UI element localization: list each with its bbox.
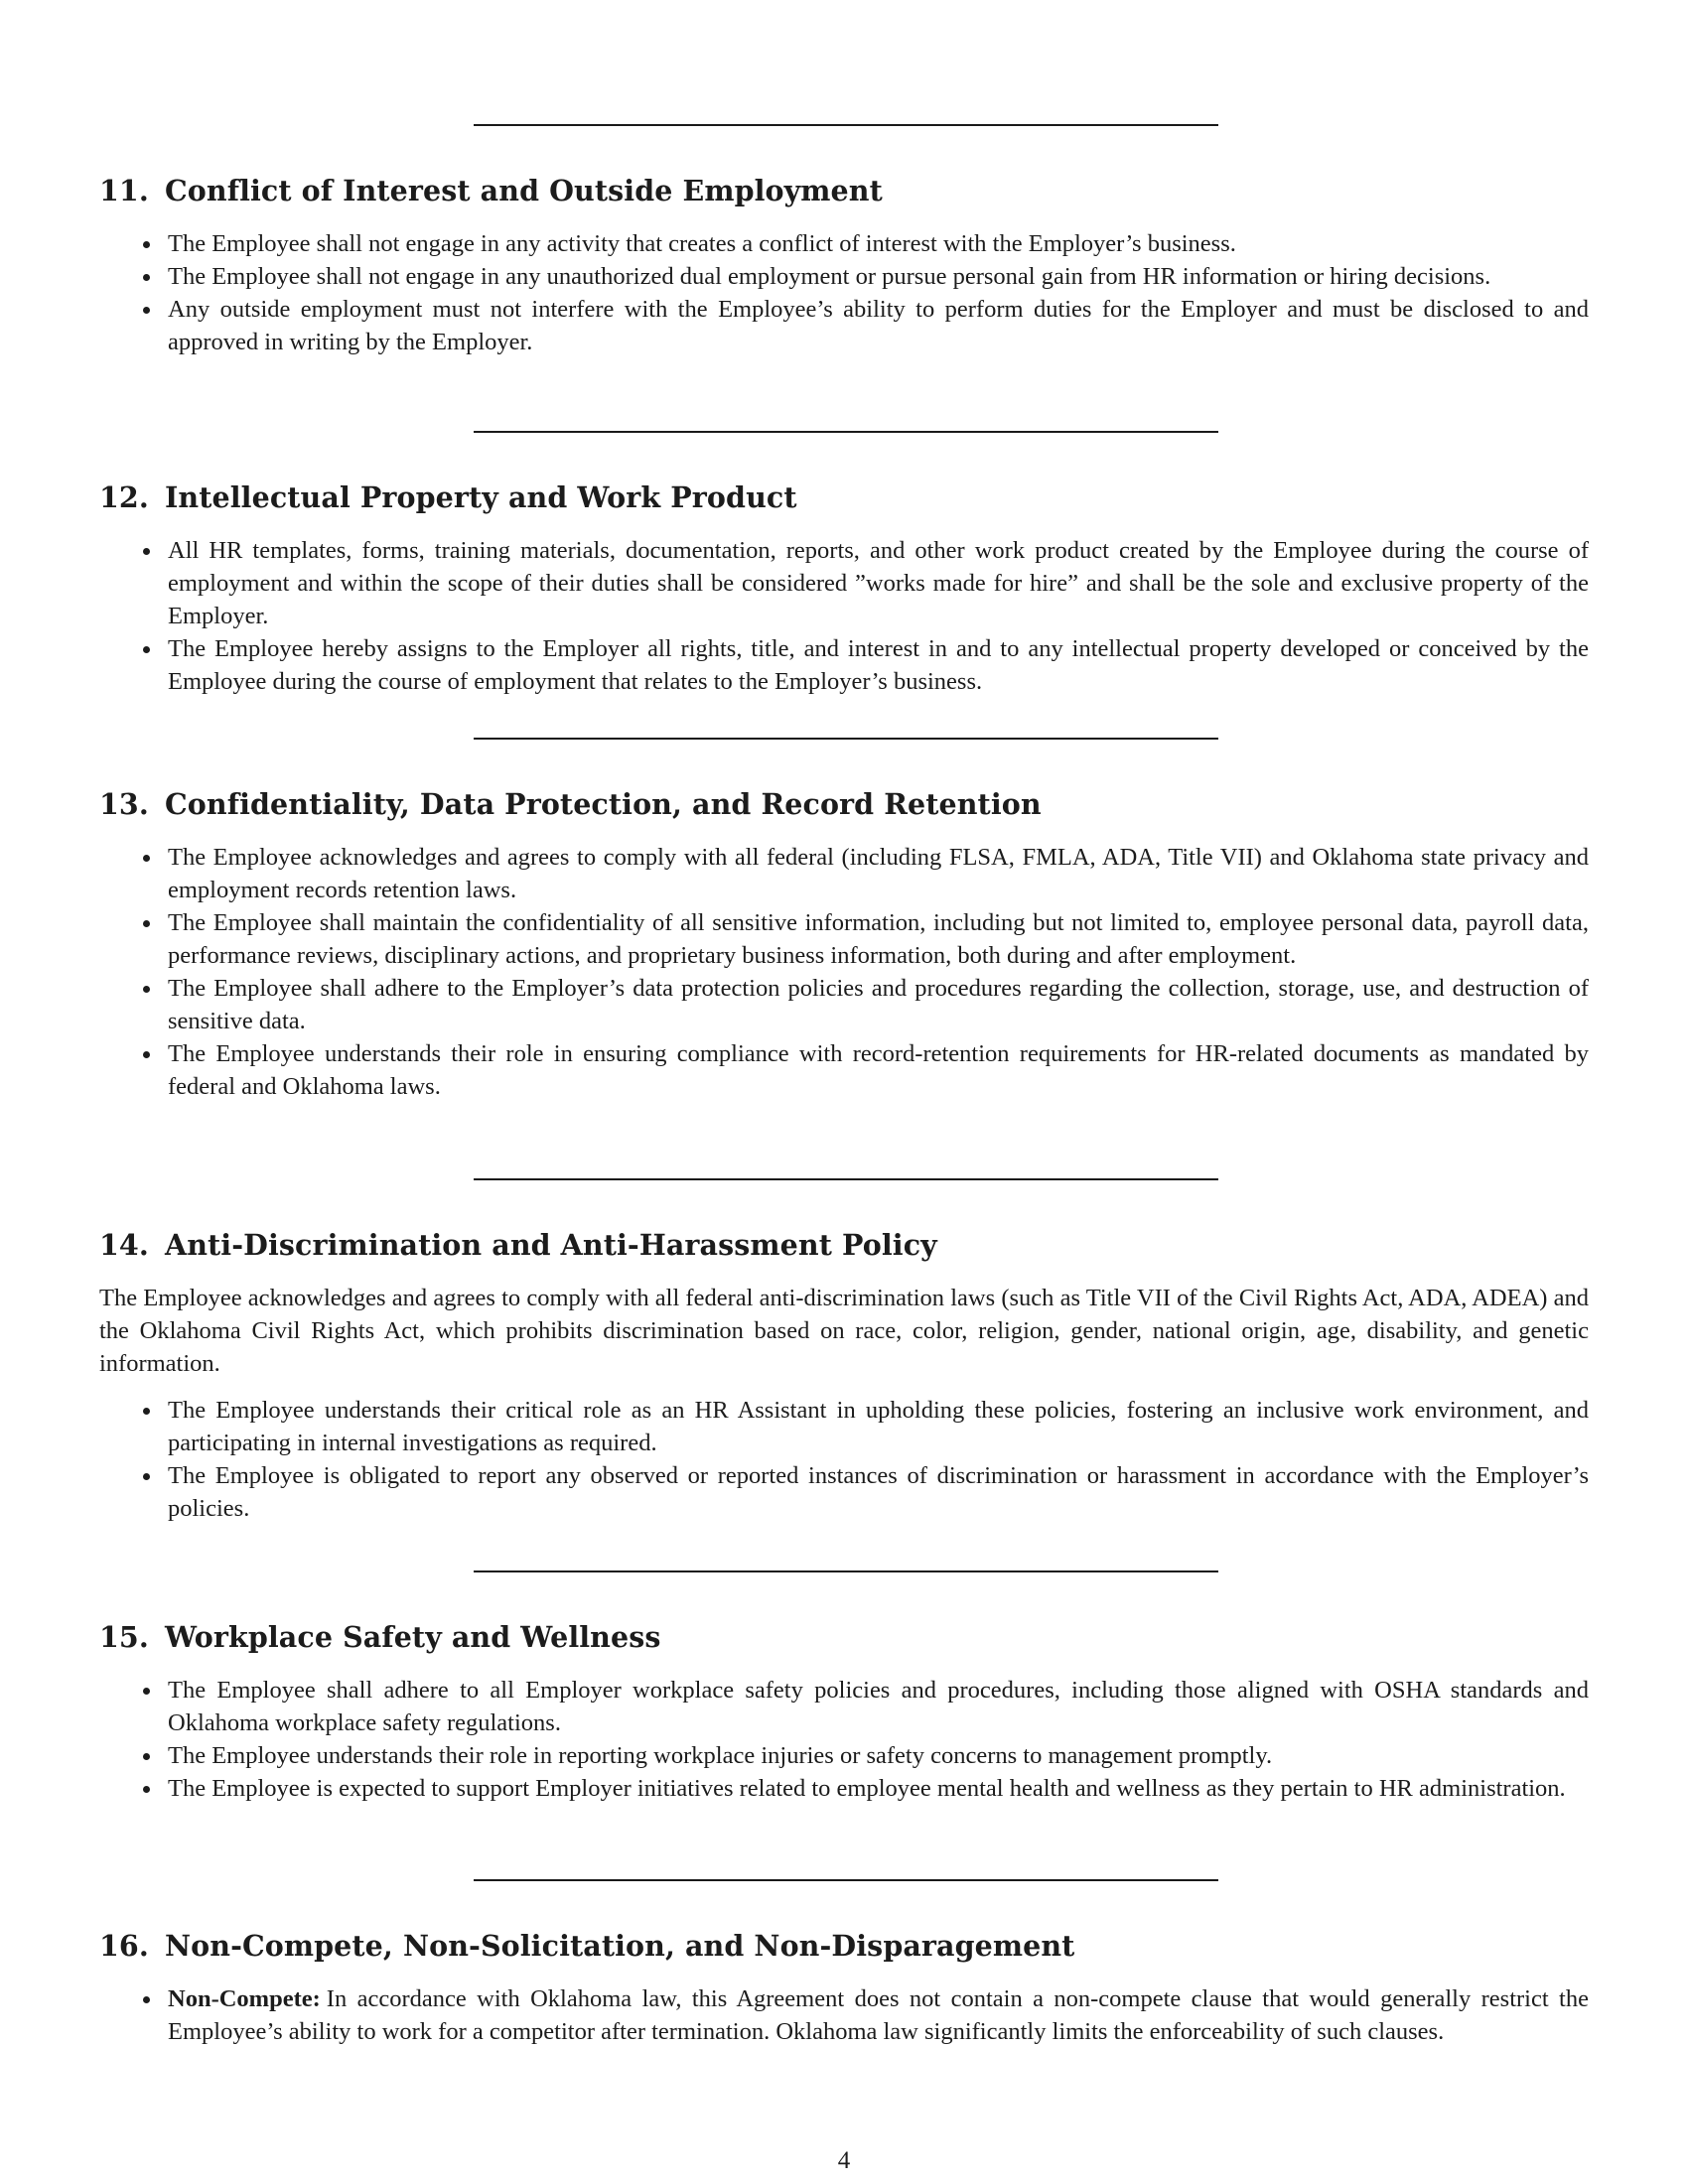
- section-divider: [474, 1570, 1218, 1572]
- list-item: The Employee shall not engage in any unauthorized dual employment or pursue personal gain from HR information or hiring decisions.: [99, 260, 1589, 293]
- bullet-list: [99, 1674, 1589, 1805]
- section-13: [99, 785, 1589, 1103]
- section-title: Anti-Discrimination and Anti-Harassment Policy: [165, 1228, 937, 1262]
- list-item: The Employee shall adhere to all Employer workplace safety policies and procedures, including those aligned with OSHA standards and Oklahoma workplace safety regulations.: [99, 1674, 1589, 1739]
- list-item: The Employee understands their role in ensuring compliance with record-retention requirements for HR-related documents as mandated by federal and Oklahoma laws.: [99, 1037, 1589, 1103]
- page-number: 4: [837, 2147, 851, 2174]
- section-number: 11.: [99, 174, 149, 207]
- section-12: [99, 478, 1589, 698]
- section-title: Conflict of Interest and Outside Employment: [165, 174, 883, 207]
- section-divider: [474, 1178, 1218, 1180]
- section-number: 16.: [99, 1929, 149, 1963]
- section-title: Non-Compete, Non-Solicitation, and Non-Disparagement: [165, 1929, 1075, 1963]
- section-heading: [99, 1226, 1589, 1264]
- bullet-list: [99, 534, 1589, 698]
- section-number: 14.: [99, 1228, 149, 1262]
- section-heading: [99, 478, 1589, 516]
- item-lead: Non-Compete:: [168, 1985, 321, 2012]
- section-heading: [99, 172, 1589, 209]
- section-title: Workplace Safety and Wellness: [165, 1620, 661, 1654]
- list-item: The Employee is expected to support Employer initiatives related to employee mental health and wellness as they pertain to HR administration.: [99, 1772, 1589, 1805]
- section-number: 13.: [99, 787, 149, 821]
- list-item: The Employee hereby assigns to the Employer all rights, title, and interest in and to any intellectual property developed or conceived by the Employee during the course of employment that relates to the Employer’s business.: [99, 632, 1589, 698]
- section-14: [99, 1226, 1589, 1525]
- list-item: The Employee shall not engage in any activity that creates a conflict of interest with the Employer’s business.: [99, 227, 1589, 260]
- section-title: Confidentiality, Data Protection, and Record Retention: [165, 787, 1042, 821]
- section-title: Intellectual Property and Work Product: [165, 480, 797, 514]
- section-15: [99, 1618, 1589, 1805]
- bullet-list: [99, 1394, 1589, 1525]
- list-item: The Employee acknowledges and agrees to comply with all federal (including FLSA, FMLA, ADA, Title VII) and Oklahoma state privacy and employment records retention laws.: [99, 841, 1589, 906]
- section-11: [99, 172, 1589, 358]
- list-item: The Employee understands their critical role as an HR Assistant in upholding these policies, fostering an inclusive work environment, and participating in internal investigations as required.: [99, 1394, 1589, 1459]
- section-number: 15.: [99, 1620, 149, 1654]
- item-text: In accordance with Oklahoma law, this Agreement does not contain a non-compete clause that would generally restrict the Employee’s ability to work for a competitor after termination. Oklahoma law significantly limits the enforceability of such clauses.: [168, 1985, 1589, 2045]
- list-item: The Employee is obligated to report any observed or reported instances of discrimination or harassment in accordance with the Employer’s policies.: [99, 1459, 1589, 1525]
- list-item: The Employee shall maintain the confidentiality of all sensitive information, including but not limited to, employee personal data, payroll data, performance reviews, disciplinary actions, and proprietary business information, both during and after employment.: [99, 906, 1589, 972]
- section-divider: [474, 431, 1218, 433]
- section-heading: [99, 1927, 1589, 1965]
- list-item: The Employee shall adhere to the Employer’s data protection policies and procedures regarding the collection, storage, use, and destruction of sensitive data.: [99, 972, 1589, 1037]
- section-heading: [99, 1618, 1589, 1656]
- list-item: The Employee understands their role in reporting workplace injuries or safety concerns to management promptly.: [99, 1739, 1589, 1772]
- section-heading: [99, 785, 1589, 823]
- list-item: [99, 1982, 1589, 2048]
- section-16: [99, 1927, 1589, 2048]
- bullet-list: [99, 1982, 1589, 2048]
- section-divider: [474, 1879, 1218, 1881]
- section-paragraph: The Employee acknowledges and agrees to comply with all federal anti-discrimination laws (such as Title VII of the Civil Rights Act, ADA, ADEA) and the Oklahoma Civil Rights Act, which prohibits discrimination based on race, color, religion, gender, national origin, age, disability, and genetic information.: [99, 1285, 1589, 1377]
- bullet-list: [99, 841, 1589, 1103]
- section-divider: [474, 738, 1218, 740]
- section-divider: [474, 124, 1218, 126]
- list-item: All HR templates, forms, training materials, documentation, reports, and other work product created by the Employee during the course of employment and within the scope of their duties shall be considered ”works made for hire” and shall be the sole and exclusive property of the Employer.: [99, 534, 1589, 632]
- section-number: 12.: [99, 480, 149, 514]
- list-item: Any outside employment must not interfere with the Employee’s ability to perform duties for the Employer and must be disclosed to and approved in writing by the Employer.: [99, 293, 1589, 358]
- bullet-list: [99, 227, 1589, 358]
